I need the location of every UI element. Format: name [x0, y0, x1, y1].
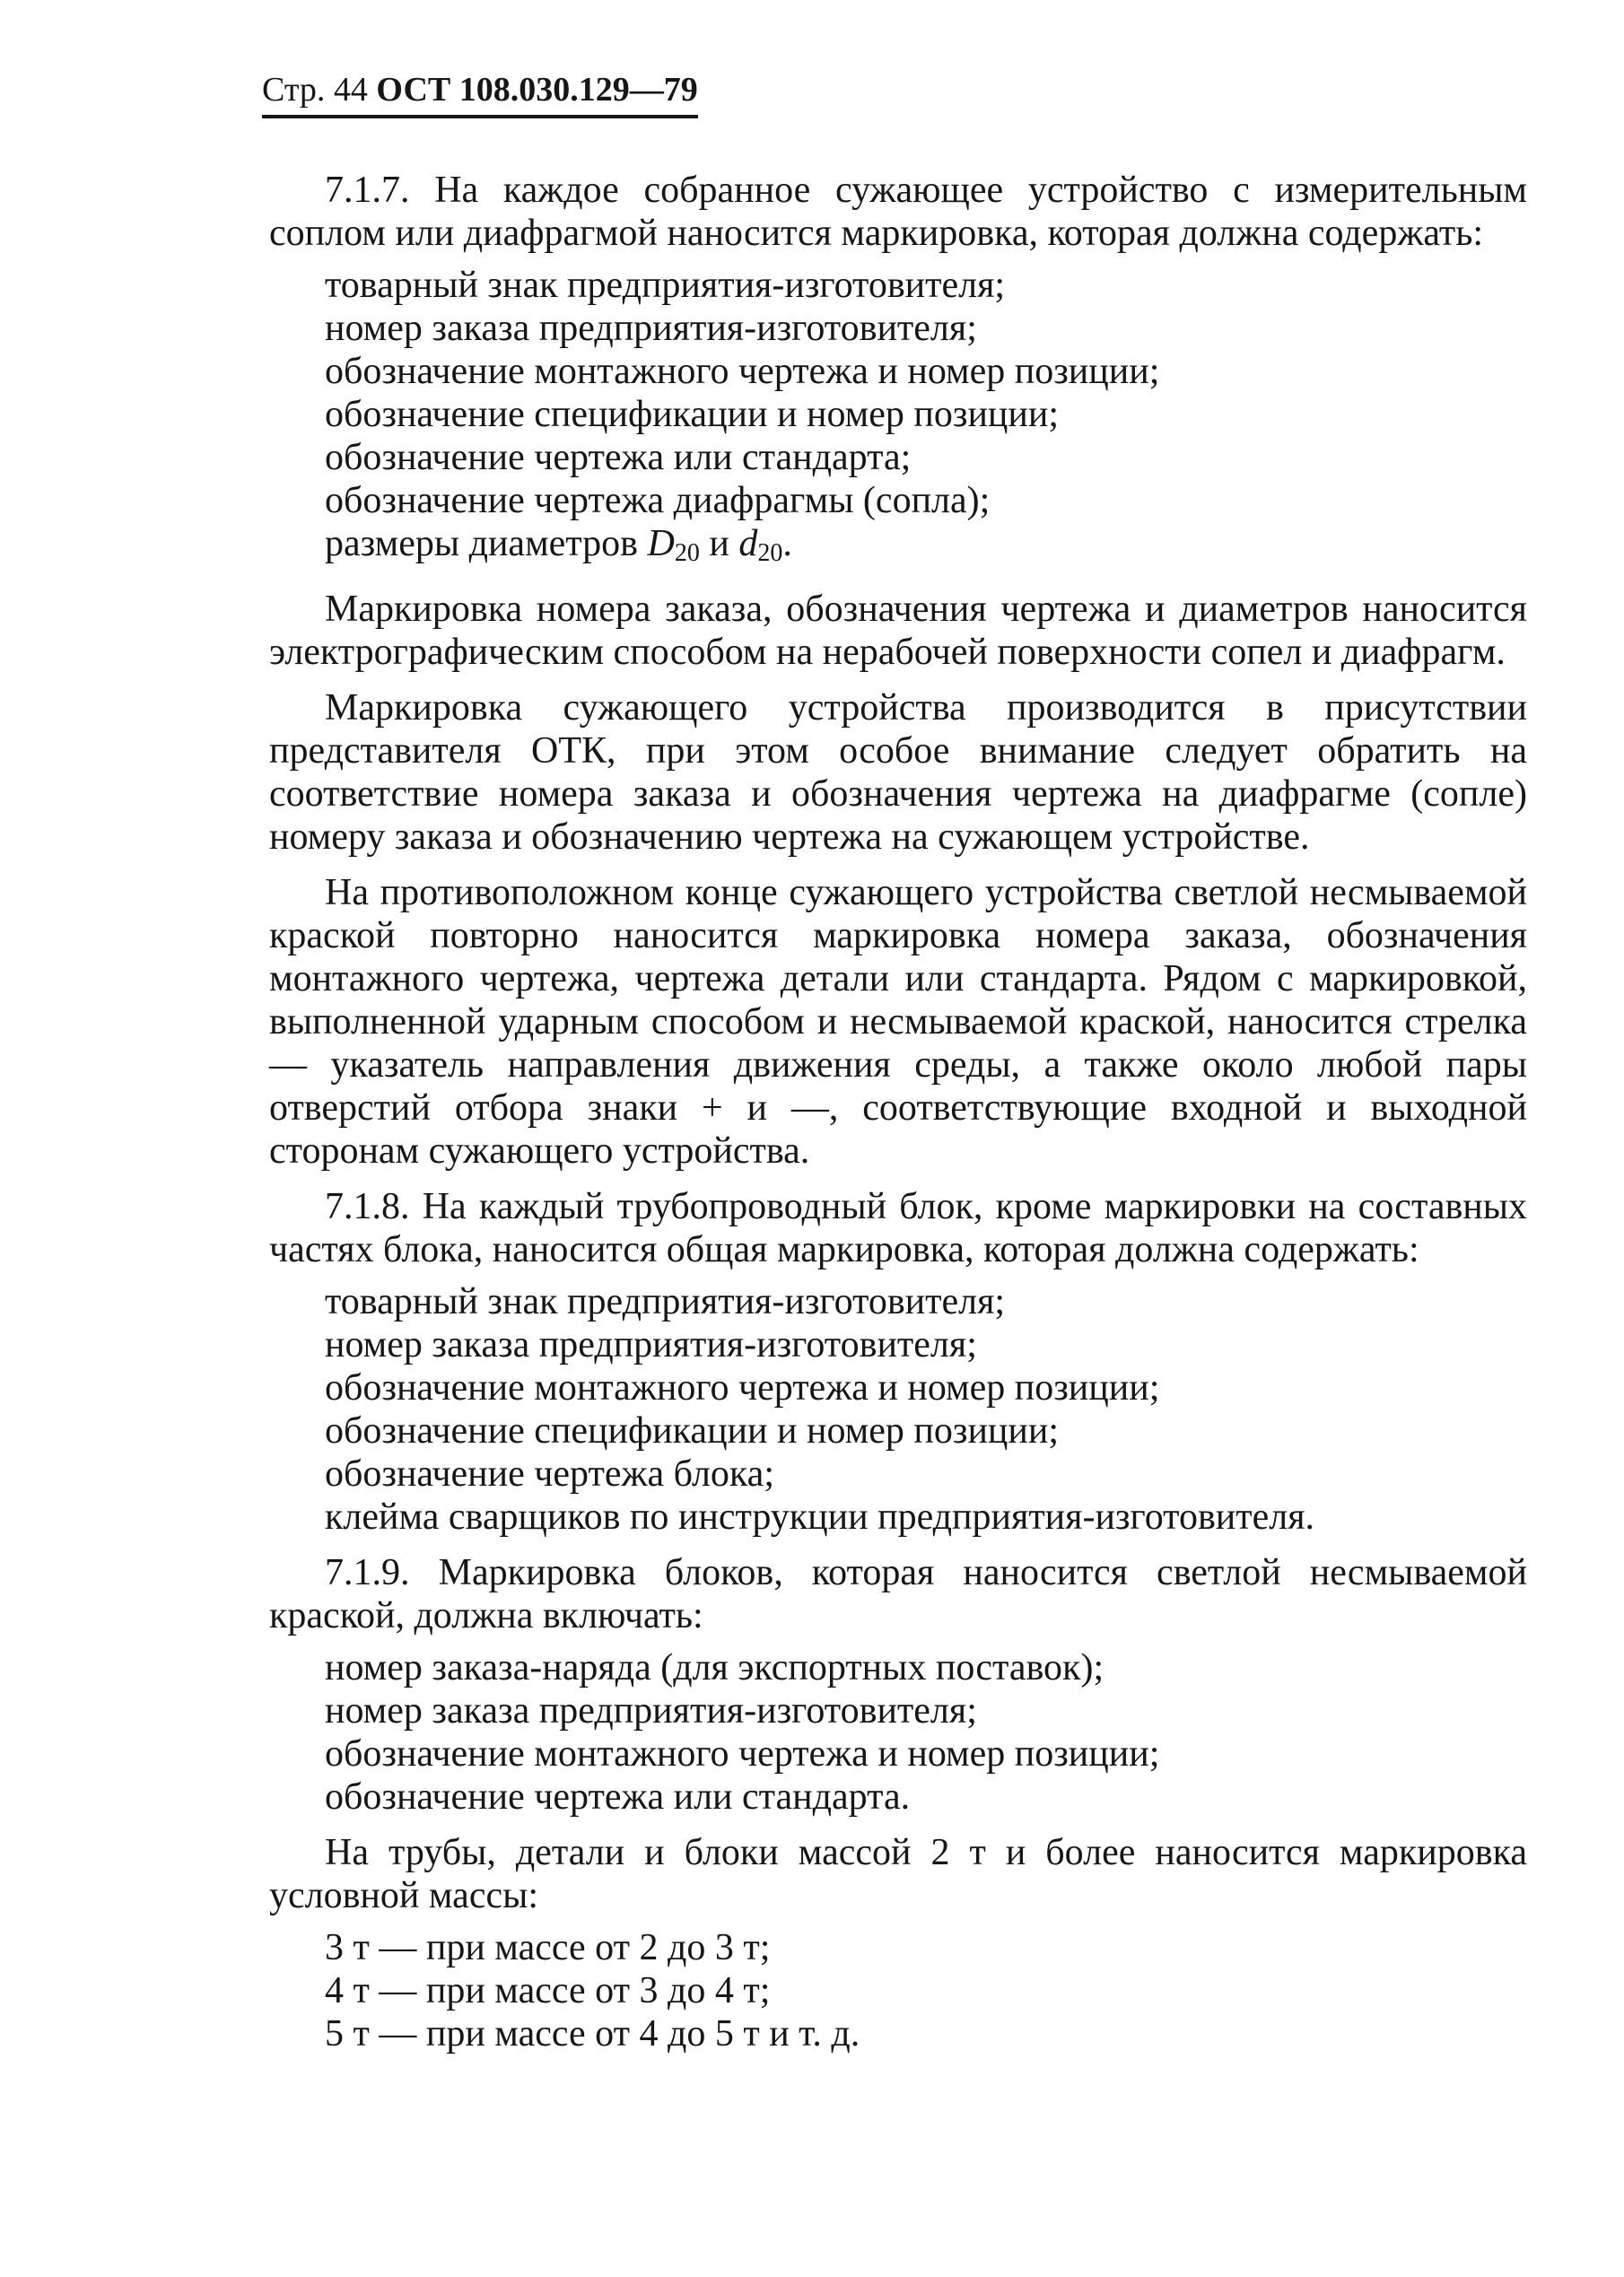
list-item: обозначение спецификации и номер позиции; — [325, 1410, 1060, 1452]
paragraph-opposite-end: На противоположном конце сужающего устройства светлой несмываемой краской повторно наносится маркировка номера заказа, обозначения монтажного чертежа, чертежа детали или стандарта. Рядом с маркировкой, выполненной ударным способом и несмываемой краской, наносится стрелка — указатель направления движения среды, а также около любой пары отверстий отбора знаки + и —, соответствующие входной и выходной сторонам сужающего устройства. — [269, 872, 1527, 1172]
diameter-D-symbol: D — [647, 523, 675, 564]
diameter-D-subscript: 20 — [674, 539, 700, 567]
list-item: 4 т — при массе от 3 до 4 т; — [325, 1970, 771, 2011]
section-7-1-9-intro: 7.1.9. Маркировка блоков, которая наносится светлой несмываемой краской, должна включать: — [269, 1552, 1527, 1636]
list-item: товарный знак предприятия-изготовителя; — [325, 265, 1006, 306]
list-item: обозначение чертежа блока; — [325, 1453, 774, 1495]
diameters-prefix: размеры диаметров — [325, 523, 648, 564]
paragraph-otk-presence: Маркировка сужающего устройства производится в присутствии представителя ОТК, при этом особое внимание следует обратить на соответствие номера заказа и обозначения чертежа на диафрагме (сопле) номеру заказа и обозначению чертежа на сужающем устройстве. — [269, 687, 1527, 858]
section-7-1-7-intro: 7.1.7. На каждое собранное сужающее устройство с измерительным соплом или диафрагмой наносится маркировка, которая должна содержать: — [269, 170, 1527, 254]
diameter-d-symbol: d — [738, 523, 758, 564]
page-header — [262, 70, 698, 109]
list-item: обозначение монтажного чертежа и номер позиции; — [325, 1367, 1160, 1409]
list-item: обозначение чертежа или стандарта. — [325, 1776, 911, 1818]
list-item: номер заказа-наряда (для экспортных поставок); — [325, 1647, 1104, 1688]
paragraph-marking-method: Маркировка номера заказа, обозначения чертежа и диаметров наносится электрографическим способом на нерабочей поверхности сопел и диафрагм. — [269, 589, 1527, 673]
list-item: клейма сварщиков по инструкции предприятия-изготовителя. — [325, 1496, 1315, 1538]
page-number-label: Стр. 44 — [262, 71, 368, 109]
diameters-suffix: . — [782, 523, 792, 564]
list-item-diameters — [325, 522, 1527, 575]
mass-list — [325, 1926, 1527, 2055]
list-item: обозначение монтажного чертежа и номер позиции; — [325, 1733, 1160, 1775]
document-body — [269, 169, 1527, 2055]
section-7-1-8-intro: 7.1.8. На каждый трубопроводный блок, кроме маркировки на составных частях блока, наносится общая маркировка, которая должна содержать: — [269, 1186, 1527, 1270]
list-item: номер заказа предприятия-изготовителя; — [325, 1690, 977, 1732]
section-7-1-7-list — [325, 264, 1527, 575]
list-item: товарный знак предприятия-изготовителя; — [325, 1281, 1006, 1322]
list-item: номер заказа предприятия-изготовителя; — [325, 308, 977, 349]
list-item: обозначение чертежа диафрагмы (сопла); — [325, 480, 991, 521]
header-underline — [262, 115, 698, 118]
list-item: обозначение монтажного чертежа и номер позиции; — [325, 351, 1160, 392]
paragraph-mass-marking: На трубы, детали и блоки массой 2 т и более наносится маркировка условной массы: — [269, 1832, 1527, 1916]
list-item: 5 т — при массе от 4 до 5 т и т. д. — [325, 2013, 860, 2055]
diameter-d-subscript: 20 — [757, 539, 783, 567]
list-item: обозначение чертежа или стандарта; — [325, 437, 912, 478]
list-item: 3 т — при массе от 2 до 3 т; — [325, 1927, 771, 1968]
section-7-1-9-list — [325, 1646, 1527, 1819]
standard-designation: ОСТ 108.030.129—79 — [376, 71, 698, 109]
diameters-conjunction: и — [699, 523, 739, 564]
list-item: номер заказа предприятия-изготовителя; — [325, 1324, 977, 1365]
section-7-1-8-list — [325, 1280, 1527, 1539]
list-item: обозначение спецификации и номер позиции; — [325, 394, 1060, 435]
